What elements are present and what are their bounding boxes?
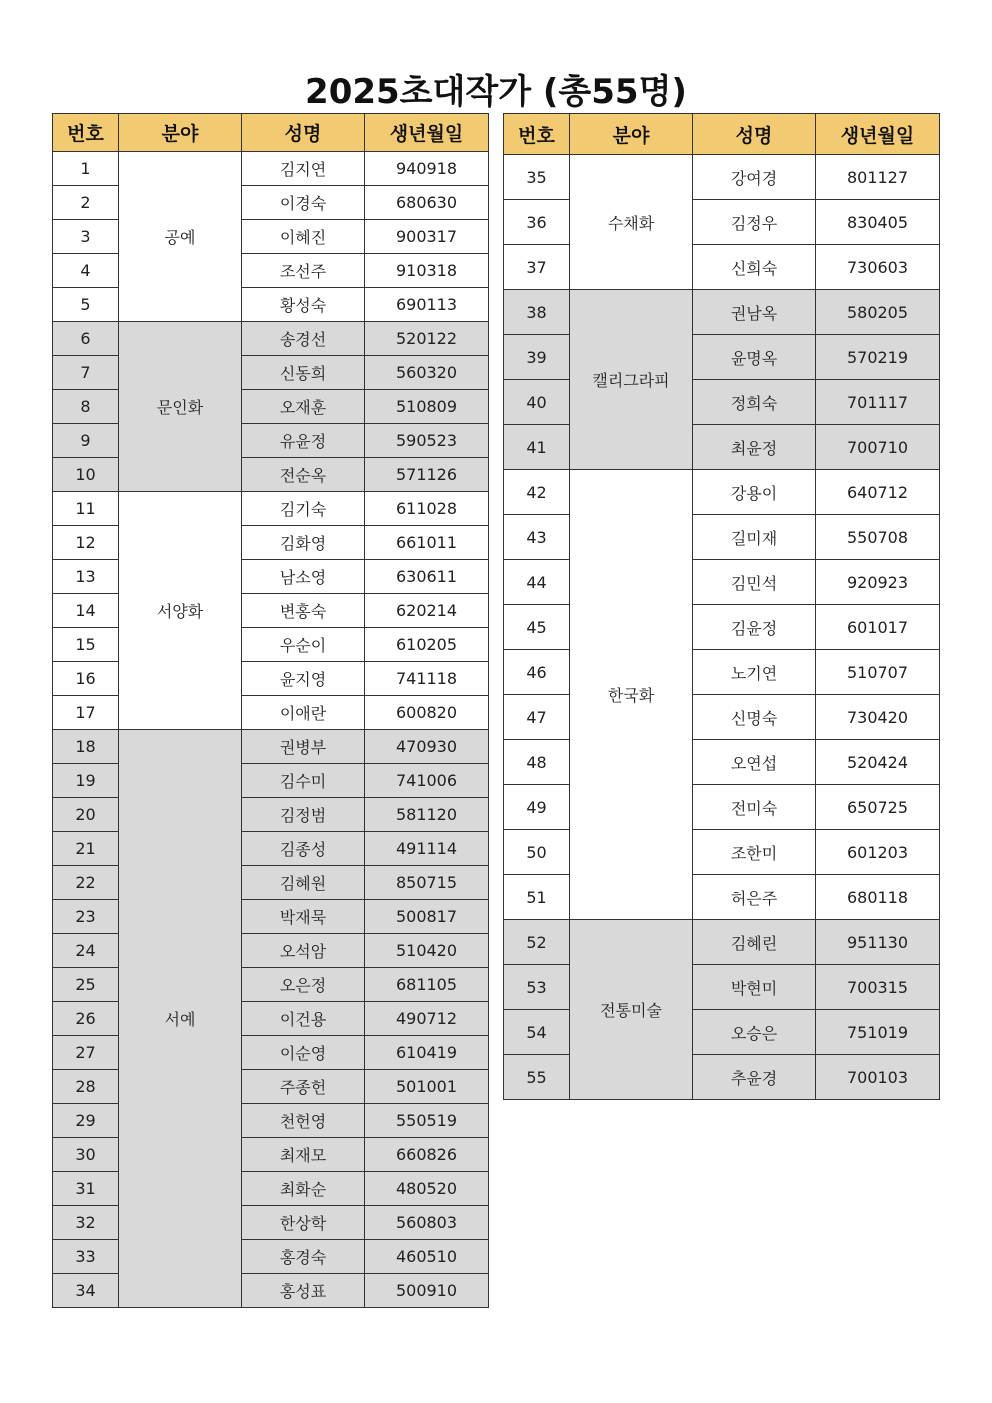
cell-birthdate: 900317 (365, 220, 489, 254)
cell-birthdate: 951130 (816, 920, 940, 965)
cell-birthdate: 560803 (365, 1206, 489, 1240)
cell-name: 길미재 (693, 515, 816, 560)
cell-birthdate: 490712 (365, 1002, 489, 1036)
table-row (53, 1104, 489, 1138)
cell-birthdate: 510420 (365, 934, 489, 968)
table-row (504, 740, 940, 785)
cell-number: 13 (53, 560, 119, 594)
cell-number: 11 (53, 492, 119, 526)
table-row (504, 245, 940, 290)
table-row (504, 650, 940, 695)
table-row (504, 1055, 940, 1100)
cell-name: 전순옥 (242, 458, 365, 492)
cell-birthdate: 480520 (365, 1172, 489, 1206)
table-row (53, 220, 489, 254)
cell-number: 34 (53, 1274, 119, 1308)
table-row (53, 1002, 489, 1036)
table-row (504, 830, 940, 875)
table-row (53, 866, 489, 900)
cell-number: 19 (53, 764, 119, 798)
cell-name: 신명숙 (693, 695, 816, 740)
cell-number: 52 (504, 920, 570, 965)
cell-birthdate: 501001 (365, 1070, 489, 1104)
cell-birthdate: 730420 (816, 695, 940, 740)
cell-number: 6 (53, 322, 119, 356)
cell-number: 14 (53, 594, 119, 628)
cell-birthdate: 700103 (816, 1055, 940, 1100)
table-row (504, 335, 940, 380)
cell-name: 윤명옥 (693, 335, 816, 380)
cell-name: 이애란 (242, 696, 365, 730)
cell-birthdate: 520122 (365, 322, 489, 356)
cell-birthdate: 550519 (365, 1104, 489, 1138)
cell-number: 7 (53, 356, 119, 390)
cell-field: 서양화 (119, 492, 242, 730)
cell-name: 강용이 (693, 470, 816, 515)
cell-birthdate: 580205 (816, 290, 940, 335)
cell-name: 이건용 (242, 1002, 365, 1036)
cell-birthdate: 801127 (816, 155, 940, 200)
cell-number: 28 (53, 1070, 119, 1104)
header-name: 성명 (693, 114, 816, 155)
cell-name: 이혜진 (242, 220, 365, 254)
table-row (53, 764, 489, 798)
header-birthdate: 생년월일 (365, 114, 489, 152)
cell-number: 45 (504, 605, 570, 650)
cell-birthdate: 600820 (365, 696, 489, 730)
cell-name: 오재훈 (242, 390, 365, 424)
cell-number: 1 (53, 152, 119, 186)
header-number: 번호 (53, 114, 119, 152)
cell-number: 47 (504, 695, 570, 740)
cell-number: 39 (504, 335, 570, 380)
cell-number: 42 (504, 470, 570, 515)
table-row (53, 254, 489, 288)
cell-name: 신희숙 (693, 245, 816, 290)
cell-birthdate: 751019 (816, 1010, 940, 1055)
table-row (53, 628, 489, 662)
cell-name: 김수미 (242, 764, 365, 798)
cell-field: 수채화 (570, 155, 693, 290)
table-row (53, 934, 489, 968)
cell-name: 조한미 (693, 830, 816, 875)
cell-birthdate: 700315 (816, 965, 940, 1010)
cell-number: 41 (504, 425, 570, 470)
table-row (504, 1010, 940, 1055)
cell-birthdate: 460510 (365, 1240, 489, 1274)
table-row (53, 424, 489, 458)
cell-birthdate: 630611 (365, 560, 489, 594)
table-row (53, 1274, 489, 1308)
cell-birthdate: 620214 (365, 594, 489, 628)
cell-name: 홍경숙 (242, 1240, 365, 1274)
artist-table-left (52, 113, 489, 1308)
cell-birthdate: 910318 (365, 254, 489, 288)
header-field: 분야 (570, 114, 693, 155)
table-row (504, 425, 940, 470)
cell-name: 최재모 (242, 1138, 365, 1172)
cell-number: 31 (53, 1172, 119, 1206)
table-row (53, 560, 489, 594)
table-row (504, 785, 940, 830)
cell-number: 53 (504, 965, 570, 1010)
cell-number: 5 (53, 288, 119, 322)
cell-birthdate: 571126 (365, 458, 489, 492)
cell-birthdate: 491114 (365, 832, 489, 866)
cell-birthdate: 681105 (365, 968, 489, 1002)
table-row (53, 900, 489, 934)
cell-name: 천헌영 (242, 1104, 365, 1138)
table-row (53, 1172, 489, 1206)
cell-name: 추윤경 (693, 1055, 816, 1100)
table-row (504, 155, 940, 200)
cell-name: 권남옥 (693, 290, 816, 335)
cell-name: 최윤정 (693, 425, 816, 470)
table-row (53, 1070, 489, 1104)
table-row (504, 875, 940, 920)
table-row (53, 1206, 489, 1240)
cell-field: 전통미술 (570, 920, 693, 1100)
cell-birthdate: 730603 (816, 245, 940, 290)
cell-name: 박재묵 (242, 900, 365, 934)
header-birthdate: 생년월일 (816, 114, 940, 155)
cell-name: 우순이 (242, 628, 365, 662)
cell-number: 43 (504, 515, 570, 560)
cell-number: 15 (53, 628, 119, 662)
cell-birthdate: 700710 (816, 425, 940, 470)
table-row (504, 965, 940, 1010)
cell-number: 8 (53, 390, 119, 424)
table-row (504, 560, 940, 605)
cell-name: 강여경 (693, 155, 816, 200)
cell-number: 51 (504, 875, 570, 920)
cell-field: 문인화 (119, 322, 242, 492)
cell-birthdate: 610205 (365, 628, 489, 662)
cell-birthdate: 590523 (365, 424, 489, 458)
cell-name: 김종성 (242, 832, 365, 866)
table-row (53, 526, 489, 560)
cell-number: 22 (53, 866, 119, 900)
cell-number: 37 (504, 245, 570, 290)
cell-name: 노기연 (693, 650, 816, 695)
table-row (53, 492, 489, 526)
cell-birthdate: 640712 (816, 470, 940, 515)
cell-birthdate: 510707 (816, 650, 940, 695)
table-row (53, 288, 489, 322)
cell-number: 3 (53, 220, 119, 254)
cell-number: 26 (53, 1002, 119, 1036)
table-row (504, 200, 940, 245)
header-name: 성명 (242, 114, 365, 152)
table-row (504, 515, 940, 560)
cell-name: 이순영 (242, 1036, 365, 1070)
cell-number: 49 (504, 785, 570, 830)
cell-number: 50 (504, 830, 570, 875)
cell-name: 오석암 (242, 934, 365, 968)
cell-name: 오승은 (693, 1010, 816, 1055)
table-row (504, 920, 940, 965)
cell-name: 한상학 (242, 1206, 365, 1240)
cell-birthdate: 850715 (365, 866, 489, 900)
header-field: 분야 (119, 114, 242, 152)
cell-birthdate: 601203 (816, 830, 940, 875)
table-row (53, 730, 489, 764)
cell-number: 17 (53, 696, 119, 730)
cell-number: 20 (53, 798, 119, 832)
header-row (504, 114, 940, 155)
cell-birthdate: 560320 (365, 356, 489, 390)
cell-field: 서예 (119, 730, 242, 1308)
cell-number: 10 (53, 458, 119, 492)
cell-field: 한국화 (570, 470, 693, 920)
cell-field: 공예 (119, 152, 242, 322)
table-row (53, 968, 489, 1002)
cell-name: 조선주 (242, 254, 365, 288)
cell-birthdate: 680118 (816, 875, 940, 920)
cell-birthdate: 500817 (365, 900, 489, 934)
table-row (53, 322, 489, 356)
table-row (504, 290, 940, 335)
table-row (53, 1036, 489, 1070)
artist-table-right (503, 113, 940, 1100)
cell-name: 권병부 (242, 730, 365, 764)
cell-name: 김민석 (693, 560, 816, 605)
cell-number: 38 (504, 290, 570, 335)
cell-number: 27 (53, 1036, 119, 1070)
table-row (53, 390, 489, 424)
cell-birthdate: 610419 (365, 1036, 489, 1070)
cell-number: 29 (53, 1104, 119, 1138)
table-row (504, 380, 940, 425)
cell-name: 김기숙 (242, 492, 365, 526)
cell-number: 30 (53, 1138, 119, 1172)
table-row (504, 470, 940, 515)
table-row (53, 798, 489, 832)
cell-birthdate: 690113 (365, 288, 489, 322)
cell-birthdate: 660826 (365, 1138, 489, 1172)
cell-number: 24 (53, 934, 119, 968)
cell-birthdate: 601017 (816, 605, 940, 650)
cell-birthdate: 830405 (816, 200, 940, 245)
cell-name: 오연섭 (693, 740, 816, 785)
cell-number: 48 (504, 740, 570, 785)
cell-name: 송경선 (242, 322, 365, 356)
cell-name: 유윤정 (242, 424, 365, 458)
cell-name: 김지연 (242, 152, 365, 186)
cell-name: 김화영 (242, 526, 365, 560)
cell-number: 32 (53, 1206, 119, 1240)
cell-name: 이경숙 (242, 186, 365, 220)
cell-birthdate: 510809 (365, 390, 489, 424)
page-title: 2025초대작가 (총55명) (305, 72, 687, 112)
cell-birthdate: 611028 (365, 492, 489, 526)
cell-birthdate: 920923 (816, 560, 940, 605)
table-row (504, 605, 940, 650)
table-row (53, 356, 489, 390)
cell-birthdate: 680630 (365, 186, 489, 220)
cell-birthdate: 581120 (365, 798, 489, 832)
cell-birthdate: 520424 (816, 740, 940, 785)
cell-number: 4 (53, 254, 119, 288)
table-row (53, 152, 489, 186)
cell-name: 정희숙 (693, 380, 816, 425)
table-row (53, 832, 489, 866)
table-row (504, 695, 940, 740)
cell-birthdate: 650725 (816, 785, 940, 830)
cell-name: 신동희 (242, 356, 365, 390)
cell-name: 오은정 (242, 968, 365, 1002)
table-row (53, 1240, 489, 1274)
table-row (53, 1138, 489, 1172)
cell-number: 25 (53, 968, 119, 1002)
cell-birthdate: 741118 (365, 662, 489, 696)
cell-number: 35 (504, 155, 570, 200)
cell-birthdate: 661011 (365, 526, 489, 560)
cell-name: 변홍숙 (242, 594, 365, 628)
cell-birthdate: 550708 (816, 515, 940, 560)
header-row (53, 114, 489, 152)
cell-name: 허은주 (693, 875, 816, 920)
cell-number: 54 (504, 1010, 570, 1055)
cell-birthdate: 741006 (365, 764, 489, 798)
cell-number: 55 (504, 1055, 570, 1100)
table-row (53, 696, 489, 730)
cell-number: 18 (53, 730, 119, 764)
cell-name: 김혜린 (693, 920, 816, 965)
cell-name: 김정범 (242, 798, 365, 832)
cell-number: 16 (53, 662, 119, 696)
cell-number: 36 (504, 200, 570, 245)
table-row (53, 458, 489, 492)
table-row (53, 662, 489, 696)
header-number: 번호 (504, 114, 570, 155)
cell-name: 윤지영 (242, 662, 365, 696)
cell-number: 12 (53, 526, 119, 560)
cell-field: 캘리그라피 (570, 290, 693, 470)
cell-birthdate: 570219 (816, 335, 940, 380)
cell-number: 40 (504, 380, 570, 425)
cell-name: 남소영 (242, 560, 365, 594)
cell-birthdate: 500910 (365, 1274, 489, 1308)
cell-name: 황성숙 (242, 288, 365, 322)
cell-number: 9 (53, 424, 119, 458)
cell-name: 김윤정 (693, 605, 816, 650)
table-row (53, 186, 489, 220)
table-row (53, 594, 489, 628)
cell-name: 홍성표 (242, 1274, 365, 1308)
cell-birthdate: 701117 (816, 380, 940, 425)
cell-name: 전미숙 (693, 785, 816, 830)
cell-number: 23 (53, 900, 119, 934)
cell-number: 21 (53, 832, 119, 866)
cell-number: 44 (504, 560, 570, 605)
cell-number: 46 (504, 650, 570, 695)
cell-name: 김정우 (693, 200, 816, 245)
cell-birthdate: 940918 (365, 152, 489, 186)
cell-name: 박현미 (693, 965, 816, 1010)
cell-name: 김혜원 (242, 866, 365, 900)
cell-name: 최화순 (242, 1172, 365, 1206)
cell-number: 33 (53, 1240, 119, 1274)
cell-name: 주종헌 (242, 1070, 365, 1104)
cell-number: 2 (53, 186, 119, 220)
cell-birthdate: 470930 (365, 730, 489, 764)
